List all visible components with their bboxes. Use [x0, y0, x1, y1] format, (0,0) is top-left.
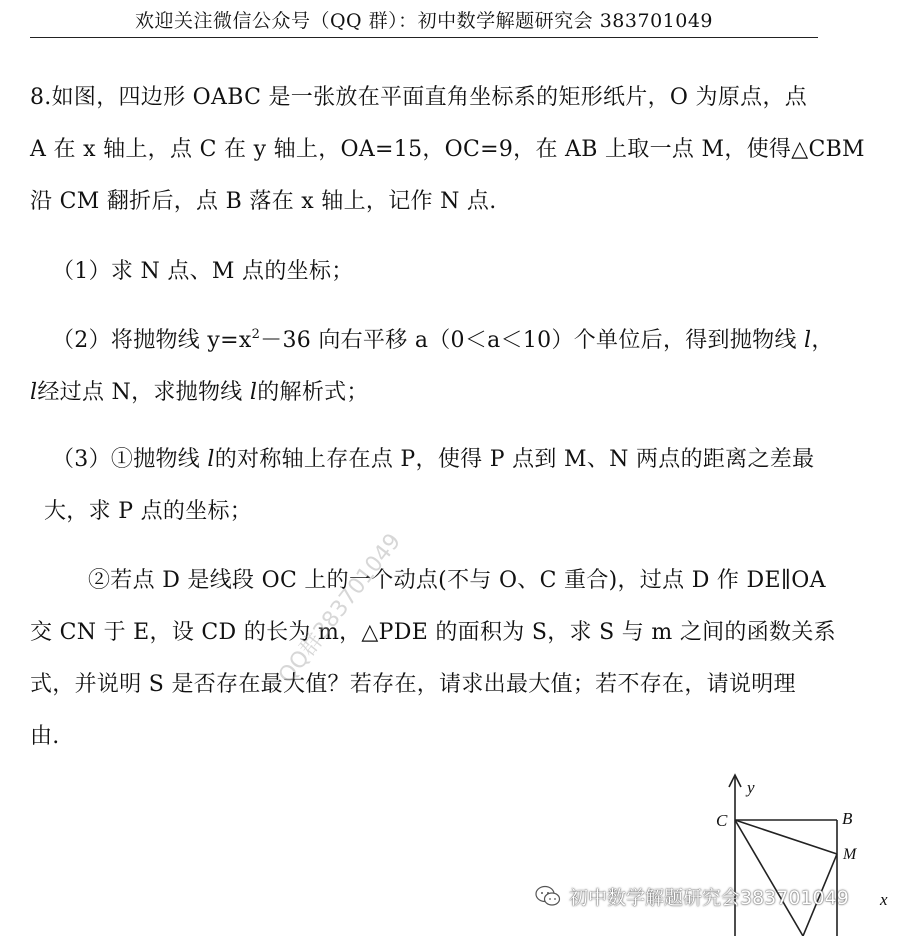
problem-intro-line-3: 沿 CM 翻折后，点 B 落在 x 轴上，记作 N 点. — [30, 189, 497, 214]
header-divider — [30, 37, 818, 38]
wechat-icon — [535, 885, 561, 907]
part-2-line-1 — [52, 323, 834, 354]
part-3-line-1 — [52, 442, 814, 473]
footer-watermark-text: 初中数学解题研究会383701049 — [569, 886, 849, 909]
parabola-l: l — [30, 380, 38, 405]
part-3-sub-2-line-3: 式，并说明 S 是否存在最大值？若存在，请求出最大值；若不存在，请说明理 — [30, 672, 796, 697]
part-2-text-b: －36 向右平移 a（0＜a＜10）个单位后，得到抛物线 — [260, 328, 805, 353]
part-3-sub-2-line-4: 由. — [30, 724, 60, 749]
exponent: 2 — [251, 327, 261, 342]
footer-watermark — [535, 880, 849, 912]
part-3-text-a: （3）①抛物线 — [52, 447, 208, 472]
label-c: C — [716, 811, 728, 830]
segment-cn — [735, 820, 803, 936]
page-header: 欢迎关注微信公众号（QQ 群）：初中数学解题研究会 383701049 — [134, 10, 714, 32]
label-y: y — [747, 778, 755, 797]
part-3-sub-2-line-2: 交 CN 于 E，设 CD 的长为 m，△PDE 的面积为 S，求 S 与 m 之间的函数关系 — [30, 620, 836, 645]
parabola-l: l — [207, 447, 215, 472]
label-x: x — [880, 890, 888, 909]
part-2-text-d: 的解析式； — [257, 380, 369, 405]
part-2-comma: ， — [811, 328, 834, 353]
problem-intro-line-1: 8.如图，四边形 OABC 是一张放在平面直角坐标系的矩形纸片，O 为原点，点 — [30, 85, 808, 110]
part-3-text-b: 的对称轴上存在点 P，使得 P 点到 M、N 两点的距离之差最 — [214, 447, 815, 472]
part-2-text-c: 经过点 N，求抛物线 — [37, 380, 250, 405]
segment-cm — [735, 820, 837, 854]
parabola-l: l — [804, 328, 812, 353]
parabola-l: l — [249, 380, 258, 405]
part-2-text-a: （2）将抛物线 y=x — [52, 328, 252, 353]
label-m: M — [843, 846, 857, 863]
part-2-line-2 — [30, 375, 369, 406]
diagonal-watermark: QQ群383701049 — [273, 529, 407, 689]
problem-intro-line-2: A 在 x 轴上，点 C 在 y 轴上，OA=15，OC=9，在 AB 上取一点 M，使得△CBM — [30, 137, 865, 162]
part-3-sub-2-line-1: ②若点 D 是线段 OC 上的一个动点(不与 O、C 重合)，过点 D 作 DE∥OA — [88, 568, 826, 593]
label-b: B — [842, 809, 853, 828]
part-3-line-2: 大，求 P 点的坐标； — [44, 499, 253, 524]
part-1: （1）求 N 点、M 点的坐标； — [52, 259, 354, 284]
